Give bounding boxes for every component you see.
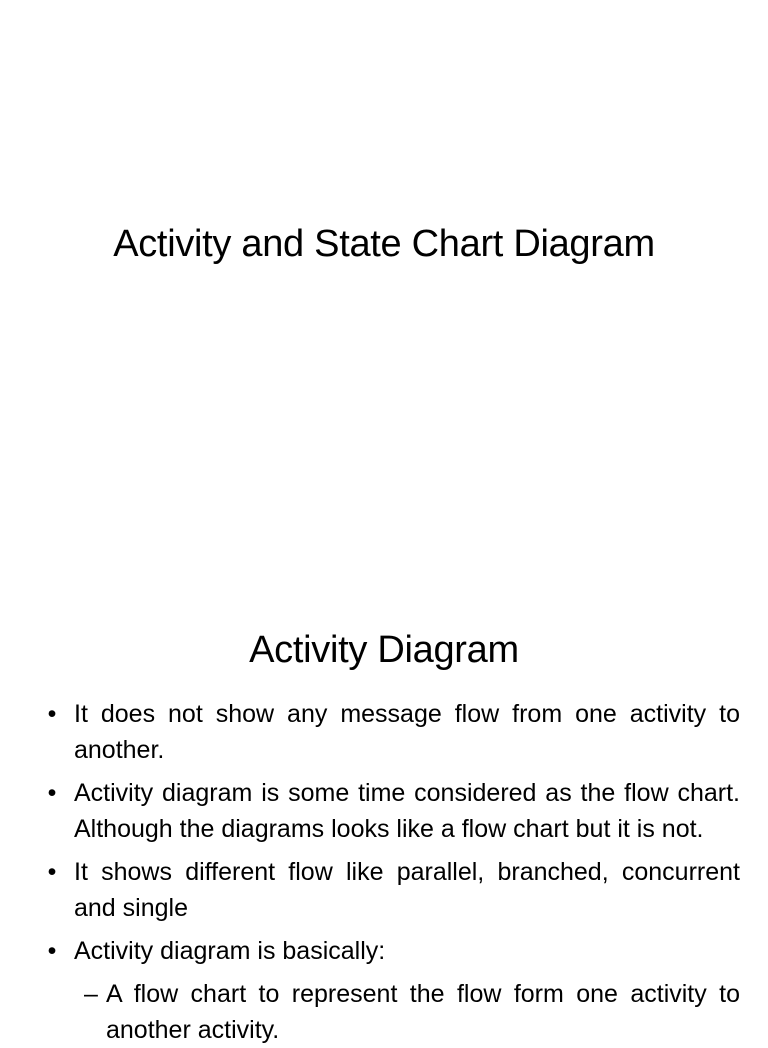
dash-icon: –: [84, 980, 98, 1008]
bullet-item: [47, 696, 740, 768]
bullet-list: [0, 696, 768, 1048]
bullet-text: Activity diagram is some time considered as the flow chart. Although the diagrams looks like a flow chart but it is not.: [74, 779, 740, 843]
bullet-item: [47, 775, 740, 847]
sub-bullet-item: [84, 976, 740, 1048]
bullet-dot-icon: •: [47, 858, 57, 886]
bullet-item: [47, 933, 740, 969]
slide-heading: Activity Diagram: [249, 629, 519, 671]
bullet-item: [47, 854, 740, 926]
bullet-dot-icon: •: [47, 700, 57, 728]
content-slide: [0, 576, 768, 1044]
bullet-text: Activity diagram is basically:: [74, 937, 386, 965]
sub-bullet-text: A flow chart to represent the flow form one activity to another activity.: [106, 980, 740, 1044]
bullet-dot-icon: •: [47, 937, 57, 965]
bullet-dot-icon: •: [47, 779, 57, 807]
bullet-text: It does not show any message flow from one activity to another.: [74, 700, 740, 764]
bullet-text: It shows different flow like parallel, branched, concurrent and single: [74, 858, 740, 922]
slide-title: Activity and State Chart Diagram: [113, 223, 655, 265]
